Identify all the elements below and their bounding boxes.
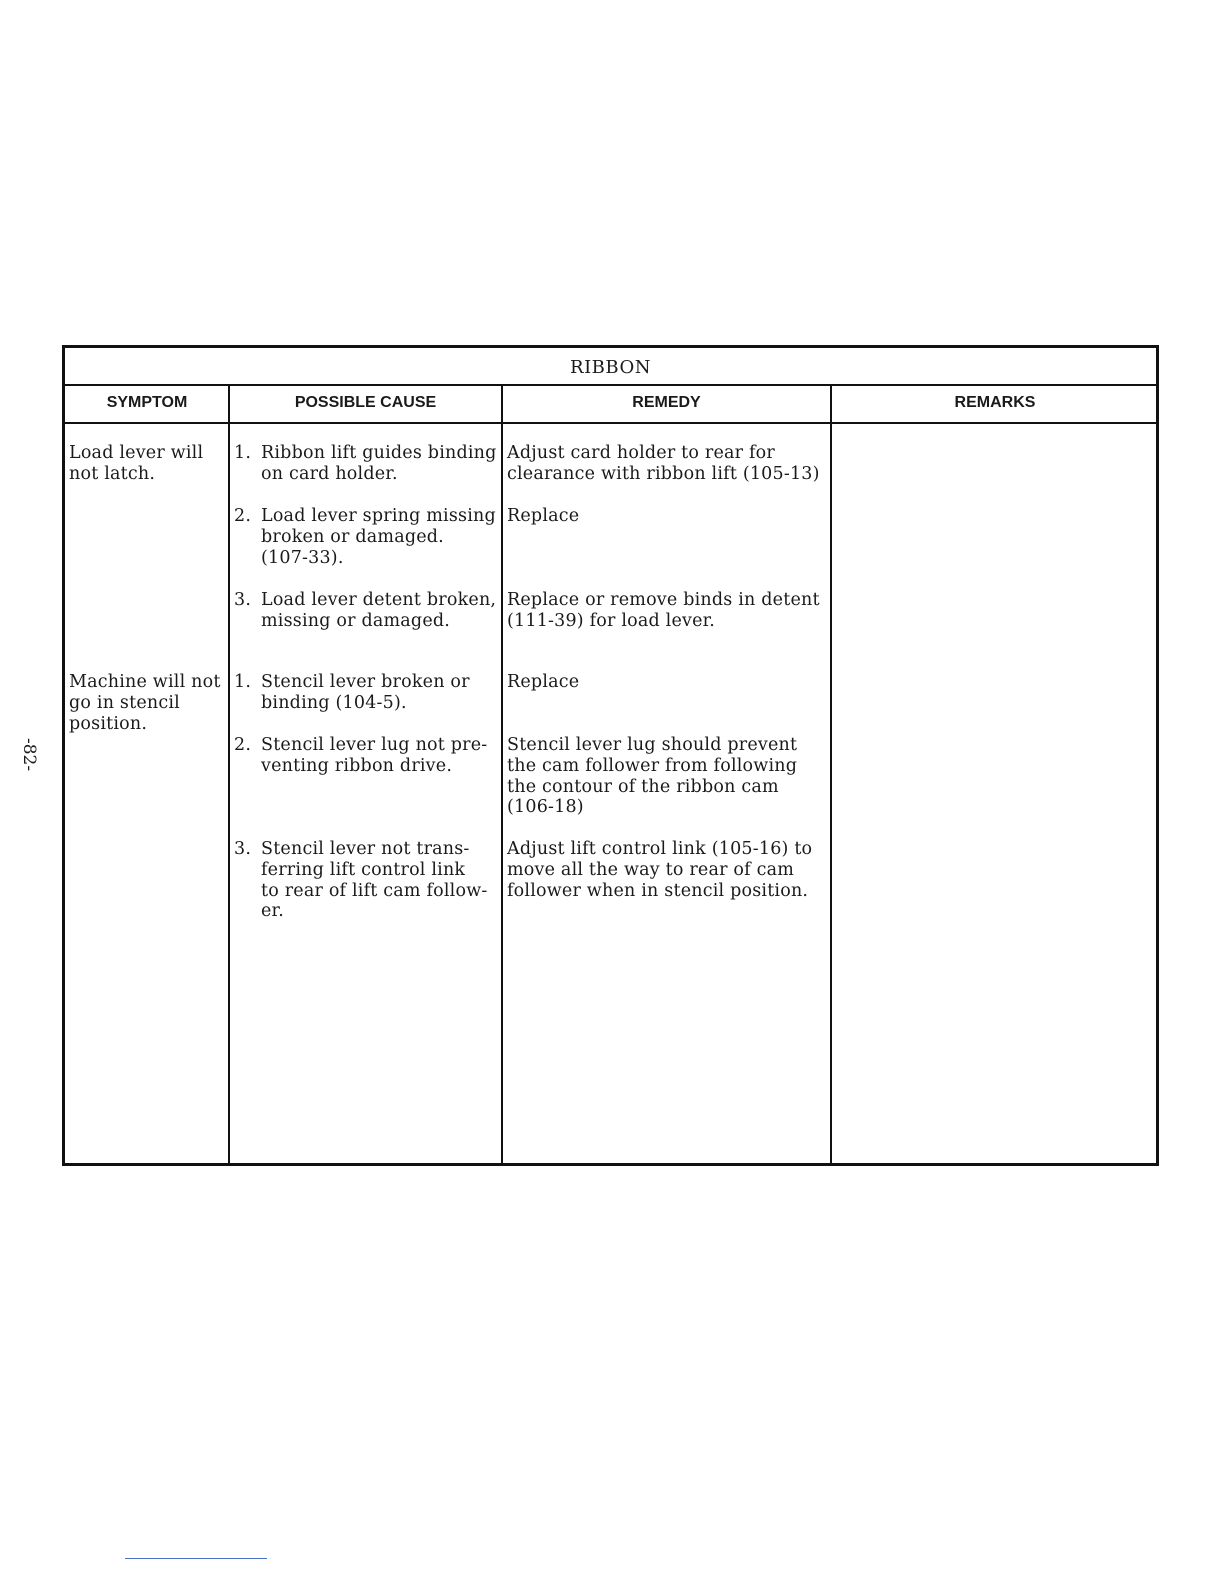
cause-number: 3. <box>234 839 252 859</box>
cause-number: 1. <box>234 672 252 692</box>
cause-text: Load lever detent broken, missing or damaged. <box>261 590 497 631</box>
header-remedy: REMEDY <box>632 394 701 411</box>
cause-text: Stencil lever lug not pre- venting ribbon drive. <box>261 735 488 776</box>
symptom-text: Load lever will not latch. <box>69 443 204 484</box>
column-divider <box>830 384 832 1163</box>
remedy-text: Replace or remove binds in detent (111-39) for load lever. <box>507 590 820 631</box>
column-divider <box>501 384 503 1163</box>
cause-number: 3. <box>234 590 252 610</box>
cause-text: Ribbon lift guides binding on card holder. <box>261 443 497 484</box>
remedy-text: Replace <box>507 506 580 526</box>
remedy-text: Adjust card holder to rear for clearance with ribbon lift (105-13) <box>507 443 820 484</box>
symptom-text: Machine will not go in stencil position. <box>69 672 221 734</box>
remedy-text: Adjust lift control link (105-16) to move all the way to rear of cam follower when in stencil position. <box>507 839 813 901</box>
column-divider <box>228 384 230 1163</box>
page-number: -82- <box>19 738 39 772</box>
cause-text: Stencil lever not trans- ferring lift control link to rear of lift cam follow- er. <box>261 839 488 922</box>
cause-number: 1. <box>234 443 252 463</box>
cause-number: 2. <box>234 735 252 755</box>
cause-text: Stencil lever broken or binding (104-5). <box>261 672 470 713</box>
troubleshooting-table <box>62 345 1159 1166</box>
header-remarks: REMARKS <box>954 394 1036 411</box>
remedy-text: Replace <box>507 672 580 692</box>
table-title: RIBBON <box>65 348 1156 386</box>
cause-text: Load lever spring missing broken or damaged. (107-33). <box>261 506 496 568</box>
cause-number: 2. <box>234 506 252 526</box>
footer-rule <box>125 1558 267 1559</box>
header-possible-cause: POSSIBLE CAUSE <box>294 394 437 411</box>
header-symptom: SYMPTOM <box>106 394 188 411</box>
remedy-text: Stencil lever lug should prevent the cam follower from following the contour of the ribbon cam (106-18) <box>507 735 798 818</box>
